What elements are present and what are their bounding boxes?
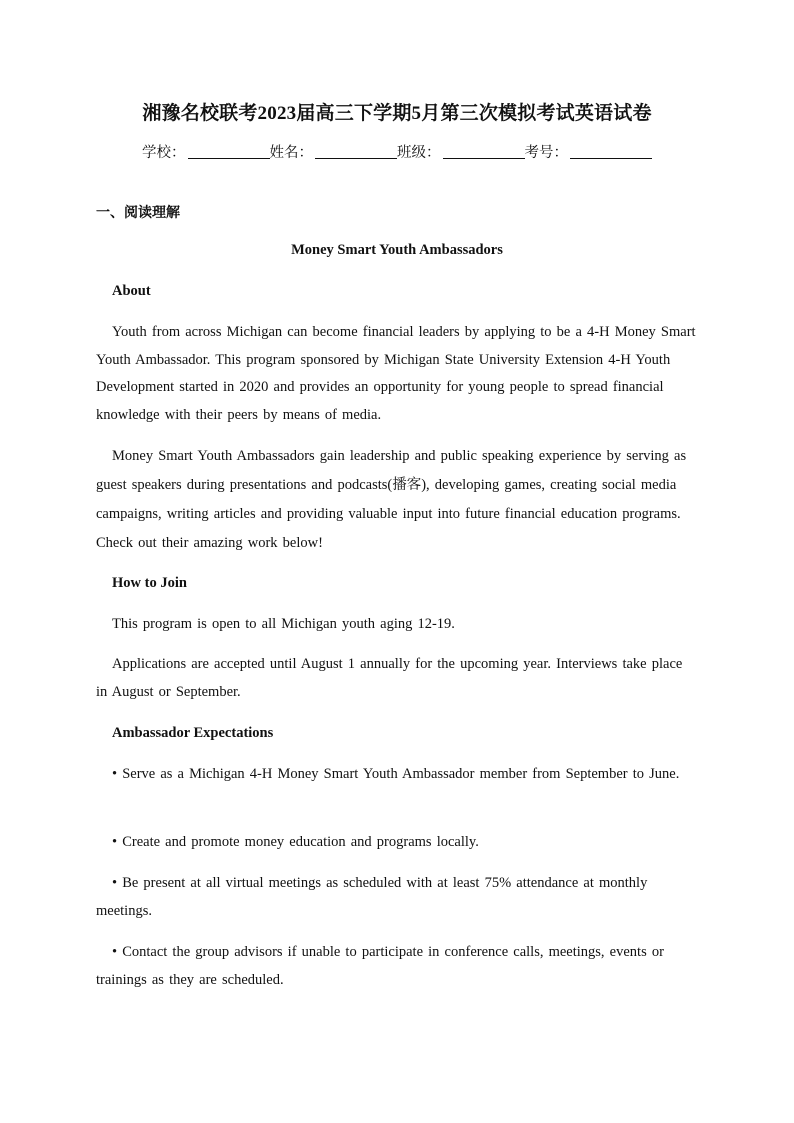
about-heading: About [112,283,151,299]
name-field[interactable]: 姓名： [270,141,398,162]
about-paragraph-1: Youth from across Michigan can become financial leaders by applying to be a 4-H Money Smart Youth Ambassador. This program sponsored by Michigan State University Extension 4-H Youth Development started in 2020 and provides an opportunity for young people to spread financial knowledge with their peers by means of media. [96,324,696,423]
exam-number-field[interactable]: 考号： [525,141,653,162]
expectation-item: • Contact the group advisors if unable to participate in conference calls, meetings, events or trainings as they are scheduled. [96,944,664,988]
expectations-heading: Ambassador Expectations [112,725,274,741]
about-paragraph-2: Money Smart Youth Ambassadors gain leadership and public speaking experience by serving as guest speakers during presentations and podcasts(播客), developing games, creating social media campaigns, writing articles and providing valuable input into future financial education programs. Check out their amazing work below! [96,448,687,551]
passage-title: Money Smart Youth Ambassadors [291,242,503,258]
exam-title: 湘豫名校联考2023届高三下学期5月第三次模拟考试英语试卷 [142,103,652,124]
expectation-item: • Be present at all virtual meetings as scheduled with at least 75% attendance at monthly meetings. [96,875,648,919]
section-title: 一、阅读理解 [96,205,180,221]
student-info-row [0,141,794,162]
school-field[interactable]: 学校： [142,141,270,162]
join-heading: How to Join [112,575,187,591]
join-paragraph-2: Applications are accepted until August 1 annually for the upcoming year. Interviews take place in August or September. [96,656,683,700]
expectation-item: • Create and promote money education and programs locally. [112,834,479,850]
expectation-item: • Serve as a Michigan 4-H Money Smart Youth Ambassador member from September to June. [112,766,680,782]
join-paragraph-1: This program is open to all Michigan youth aging 12-19. [112,616,455,632]
class-field[interactable]: 班级： [397,141,525,162]
